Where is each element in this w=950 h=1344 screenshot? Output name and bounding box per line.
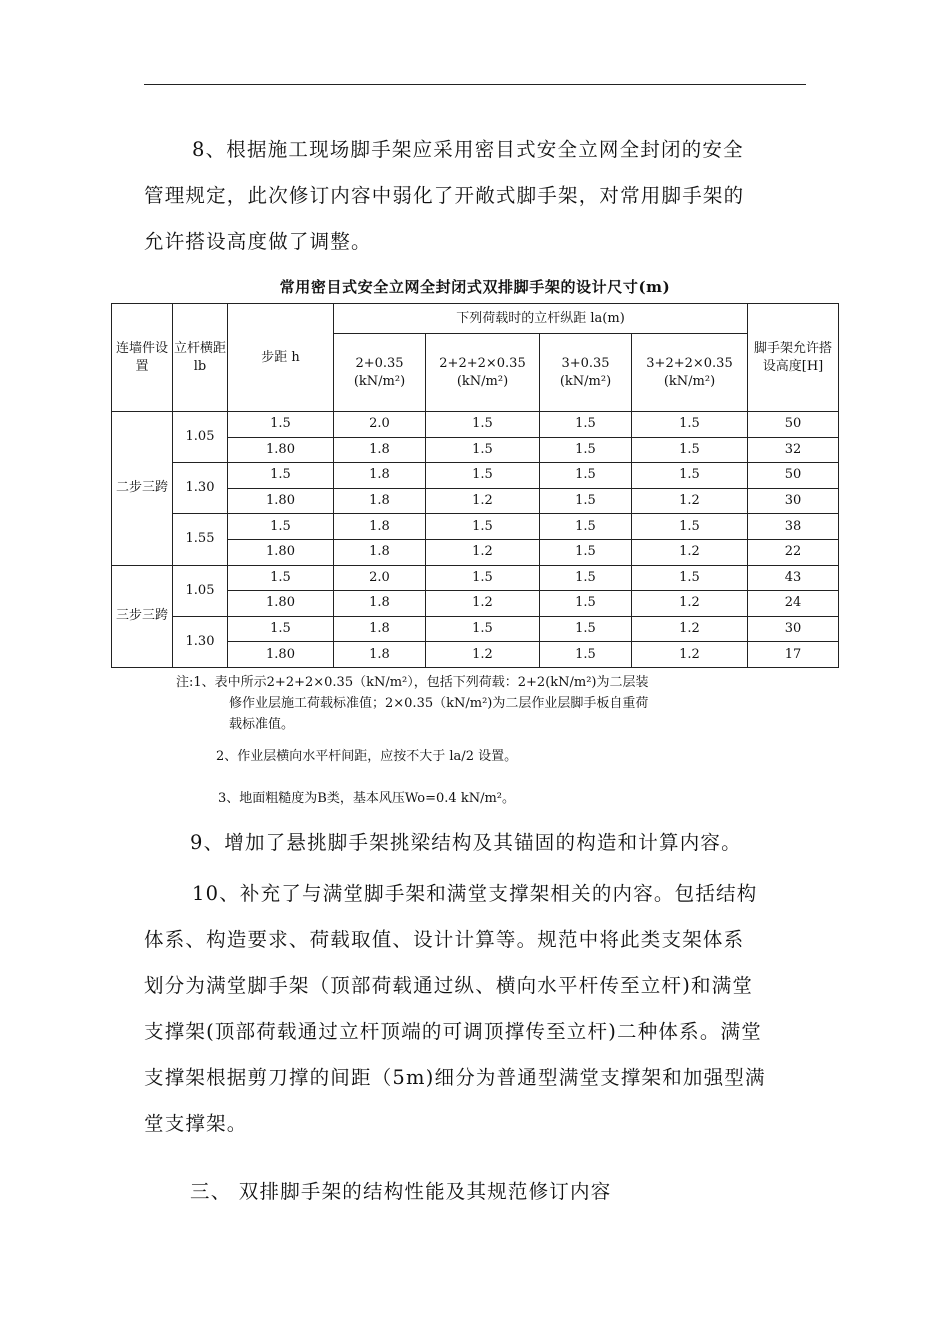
header-allowed-height: 脚手架允许搭设高度[H] [748, 304, 839, 412]
value-cell: 1.8 [334, 463, 426, 489]
value-cell: 1.5 [540, 514, 632, 540]
value-cell: 1.5 [426, 412, 540, 438]
intro-line: 管理规定，此次修订内容中弱化了开敞式脚手架，对常用脚手架的 [144, 184, 745, 207]
header-rule [144, 84, 806, 85]
value-cell: 1.5 [632, 437, 748, 463]
lb-cell: 1.05 [173, 412, 228, 463]
value-cell: 1.5 [540, 412, 632, 438]
note-3: 3、地面粗糙度为B类，基本风压Wo=0.4 kN/m²。 [218, 791, 516, 806]
height-cell: 30 [748, 616, 839, 642]
height-cell: 38 [748, 514, 839, 540]
value-cell: 1.2 [632, 488, 748, 514]
value-cell: 1.5 [540, 463, 632, 489]
height-cell: 50 [748, 412, 839, 438]
h-cell: 1.80 [228, 488, 334, 514]
lb-cell: 1.55 [173, 514, 228, 565]
lb-cell: 1.05 [173, 565, 228, 616]
h-cell: 1.5 [228, 412, 334, 438]
value-cell: 1.5 [632, 463, 748, 489]
value-cell: 1.2 [426, 591, 540, 617]
header-wall-tie: 连墙件设置 [112, 304, 173, 412]
value-cell: 1.2 [426, 488, 540, 514]
item-10-paragraph [144, 871, 816, 1147]
value-cell: 1.8 [334, 616, 426, 642]
header-transverse-spacing: 立杆横距 lb [173, 304, 228, 412]
header-load-1: 2+0.35 (kN/m²) [334, 334, 426, 412]
item-10-line: 支撑架(顶部荷载通过立杆顶端的可调顶撑传至立杆)二种体系。满堂 [144, 1020, 762, 1043]
value-cell: 1.5 [540, 591, 632, 617]
value-cell: 1.5 [426, 463, 540, 489]
intro-line: 8、根据施工现场脚手架应采用密目式安全立网全封闭的安全 [192, 138, 744, 161]
header-load-3: 3+0.35 (kN/m²) [540, 334, 632, 412]
table-notes [176, 672, 826, 735]
tie-setting-cell: 二步三跨 [112, 412, 173, 566]
h-cell: 1.5 [228, 565, 334, 591]
header-load-2: 2+2+2×0.35 (kN/m²) [426, 334, 540, 412]
header-longitudinal-spacing: 下列荷载时的立杆纵距 la(m) [334, 304, 748, 334]
value-cell: 1.2 [426, 642, 540, 668]
height-cell: 22 [748, 539, 839, 565]
value-cell: 1.8 [334, 591, 426, 617]
h-cell: 1.80 [228, 591, 334, 617]
value-cell: 1.5 [540, 437, 632, 463]
height-cell: 17 [748, 642, 839, 668]
note-1-line: 载标准值。 [229, 717, 295, 732]
section-3-heading: 三、 双排脚手架的结构性能及其规范修订内容 [190, 1180, 612, 1203]
value-cell: 1.2 [426, 539, 540, 565]
lb-cell: 1.30 [173, 463, 228, 514]
tie-setting-cell: 三步三跨 [112, 565, 173, 667]
value-cell: 1.5 [426, 565, 540, 591]
value-cell: 1.8 [334, 488, 426, 514]
h-cell: 1.5 [228, 616, 334, 642]
h-cell: 1.5 [228, 463, 334, 489]
value-cell: 1.8 [334, 539, 426, 565]
item-10-line: 划分为满堂脚手架（顶部荷载通过纵、横向水平杆传至立杆)和满堂 [144, 974, 754, 997]
value-cell: 1.5 [426, 437, 540, 463]
header-load-4: 3+2+2×0.35 (kN/m²) [632, 334, 748, 412]
h-cell: 1.80 [228, 642, 334, 668]
intro-line: 允许搭设高度做了调整。 [144, 230, 372, 253]
height-cell: 30 [748, 488, 839, 514]
item-10-line: 体系、构造要求、荷载取值、设计计算等。规范中将此类支架体系 [144, 928, 745, 951]
value-cell: 1.5 [632, 412, 748, 438]
value-cell: 1.8 [334, 642, 426, 668]
value-cell: 1.8 [334, 514, 426, 540]
h-cell: 1.5 [228, 514, 334, 540]
h-cell: 1.80 [228, 539, 334, 565]
note-1-line: 注:1、表中所示2+2+2×0.35（kN/m²），包括下列荷载：2+2(kN/m²)为二层装 [176, 675, 649, 690]
value-cell: 1.5 [540, 642, 632, 668]
value-cell: 1.2 [632, 591, 748, 617]
intro-paragraph [144, 127, 816, 265]
scaffold-spec-table [111, 303, 839, 668]
value-cell: 2.0 [334, 412, 426, 438]
h-cell: 1.80 [228, 437, 334, 463]
value-cell: 1.5 [540, 565, 632, 591]
value-cell: 1.2 [632, 539, 748, 565]
value-cell: 2.0 [334, 565, 426, 591]
table-title: 常用密目式安全立网全封闭式双排脚手架的设计尺寸(m) [279, 278, 671, 296]
lb-cell: 1.30 [173, 616, 228, 667]
item-10-line: 堂支撑架。 [144, 1112, 248, 1135]
value-cell: 1.5 [426, 514, 540, 540]
value-cell: 1.5 [632, 565, 748, 591]
value-cell: 1.5 [426, 616, 540, 642]
value-cell: 1.5 [540, 616, 632, 642]
value-cell: 1.5 [632, 514, 748, 540]
height-cell: 43 [748, 565, 839, 591]
height-cell: 24 [748, 591, 839, 617]
item-10-line: 支撑架根据剪刀撑的间距（5m)细分为普通型满堂支撑架和加强型满 [144, 1066, 766, 1089]
note-2: 2、作业层横向水平杆间距，应按不大于 la/2 设置。 [216, 749, 518, 764]
header-step: 步距 h [228, 304, 334, 412]
note-1-line: 修作业层施工荷载标准值；2×0.35（kN/m²)为二层作业层脚手板自重荷 [229, 696, 649, 711]
value-cell: 1.5 [540, 488, 632, 514]
value-cell: 1.5 [540, 539, 632, 565]
height-cell: 50 [748, 463, 839, 489]
value-cell: 1.2 [632, 642, 748, 668]
height-cell: 32 [748, 437, 839, 463]
value-cell: 1.8 [334, 437, 426, 463]
item-10-line: 10、补充了与满堂脚手架和满堂支撑架相关的内容。包括结构 [192, 882, 758, 905]
value-cell: 1.2 [632, 616, 748, 642]
item-9: 9、增加了悬挑脚手架挑梁结构及其锚固的构造和计算内容。 [190, 831, 742, 854]
